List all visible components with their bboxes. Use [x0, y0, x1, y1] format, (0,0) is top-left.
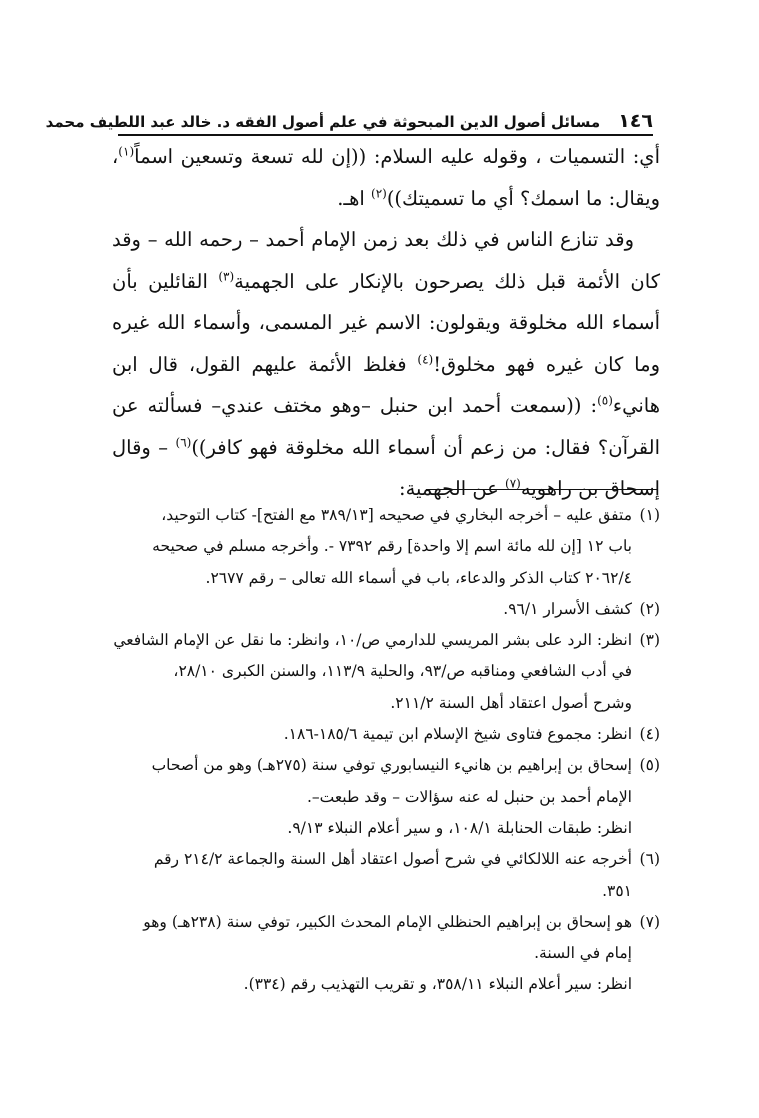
footnote-number: (١) [639, 506, 660, 524]
page-number: ١٤٦ [618, 110, 653, 132]
footnote-line: في أدب الشافعي ومناقبه ص/٩٣، والحلية ١١٣/٩، والسنن الكبرى ٢٨/١٠، [173, 662, 632, 681]
footnote-number: (٤) [639, 725, 660, 744]
footnote-line: انظر: الرد على بشر المريسي للدارمي ص/١٠، وانظر: ما نقل عن الإمام الشافعي [113, 631, 632, 650]
paragraph-1 [112, 136, 660, 219]
paragraph-2-segment-6: عن الجهمية: [399, 477, 505, 500]
footnote-line: الإمام أحمد بن حنبل له عنه سؤالات – وقد طبعت–. [306, 787, 632, 806]
footnote-2 [112, 594, 660, 625]
page-header [45, 110, 653, 132]
footnote-number: (٣) [639, 631, 660, 650]
paragraph-2-segment-5: – وقال إسحاق بن راهويه [112, 435, 660, 500]
footnote-line: وشرح أصول اعتقاد أهل السنة ٢١١/٢. [390, 693, 632, 712]
footnote-text [112, 500, 632, 594]
footnote-text [112, 750, 632, 844]
footnote-ref-7: (٧) [505, 476, 521, 491]
footnote-separator [426, 489, 658, 490]
paragraph-2-segment-4: : ((سمعت أحمد ابن حنبل –وهو مختف عندي– فسألته عن القرآن؟ فقال: من زعم أن أسماء الله مخلوقة فهو كافر)) [112, 394, 660, 459]
footnote-4 [112, 719, 660, 750]
footnote-number: (٦) [639, 850, 660, 869]
footnote-1 [112, 500, 660, 594]
footnote-line: انظر: مجموع فتاوى شيخ الإسلام ابن تيمية ١٨٥/٦-١٨٦. [283, 725, 632, 744]
paragraph-2-segment-2: القائلين بأن أسماء الله مخلوقة ويقولون: الاسم غير المسمى، وأسماء الله غيره وما كان غيره فهو مخلوق! [112, 269, 660, 376]
footnote-text [112, 719, 632, 750]
footnote-line: انظر: سير أعلام النبلاء ٣٥٨/١١، و تقريب التهذيب رقم (٣٣٤). [243, 975, 632, 994]
footnote-text [112, 594, 632, 625]
footnotes [112, 500, 660, 1001]
footnote-3 [112, 625, 660, 719]
paragraph-1-end: اهـ. [337, 186, 371, 210]
main-text [112, 136, 660, 510]
running-title: مسائل أصول الدين المبحوثة في علم أصول الفقه د. خالد عبد اللطيف محمد [45, 113, 601, 131]
footnote-number: (٧) [639, 912, 660, 931]
footnote-line: انظر: طبقات الحنابلة ١٠٨/١، و سير أعلام النبلاء ٩/١٣. [287, 818, 632, 837]
paragraph-1-comma: ، [112, 145, 119, 168]
footnote-line: إسحاق بن إبراهيم بن هانيء النيسابوري توفي سنة (٢٧٥هـ) وهو من أصحاب [151, 756, 632, 775]
footnote-line: ٣٥١. [602, 881, 632, 900]
footnote-text [112, 907, 632, 1001]
paragraph-2 [112, 219, 660, 510]
footnote-ref-6: (٦) [175, 435, 192, 449]
paragraph-2-segment-3: فغلظ الأئمة عليهم القول، قال ابن هانيء [112, 352, 660, 417]
footnote-ref-5: (٥) [597, 393, 613, 408]
footnote-ref-4: (٤) [417, 352, 434, 366]
paragraph-2-segment-1: وقد تنازع الناس في ذلك بعد زمن الإمام أحمد – رحمه الله – وقد كان الأئمة قبل ذلك يصرحون بالإنكار على الجهمية [112, 228, 660, 293]
footnote-line: باب ١٢ [إن لله مائة اسم إلا واحدة] رقم ٧٣٩٢ -. وأخرجه مسلم في صحيحه [152, 537, 632, 556]
footnote-text [112, 844, 632, 907]
footnote-line: هو إسحاق بن إبراهيم الحنظلي الإمام المحدث الكبير، توفي سنة (٢٣٨هـ) وهو [143, 912, 632, 931]
footnote-ref-2: (٢) [371, 186, 387, 200]
footnote-line: إمام في السنة. [534, 944, 632, 963]
footnote-text [112, 625, 632, 719]
paragraph-1-line-2: ويقال: ما اسمك؟ أي ما تسميتك)) [386, 186, 660, 210]
footnote-ref-3: (٣) [218, 269, 235, 283]
footnote-line: متفق عليه – أخرجه البخاري في صحيحه [٣٨٩/١٣ مع الفتح]- كتاب التوحيد، [161, 506, 632, 524]
paragraph-1-line-1: أي: التسميات ، وقوله عليه السلام: ((إن لله تسعة وتسعين اسماً [134, 145, 660, 168]
footnote-6 [112, 844, 660, 907]
footnote-7 [112, 907, 660, 1001]
footnote-line: أخرجه عنه اللالكائي في شرح أصول اعتقاد أهل السنة والجماعة ٢١٤/٢ رقم [153, 850, 632, 869]
footnote-number: (٢) [639, 599, 660, 618]
footnote-number: (٥) [639, 756, 660, 775]
footnote-ref-1: (١) [118, 144, 135, 159]
footnote-5 [112, 750, 660, 844]
footnote-line: ٢٠٦٢/٤ كتاب الذكر والدعاء، باب في أسماء الله تعالى – رقم ٢٦٧٧. [205, 568, 632, 587]
footnote-line: كشف الأسرار ٩٦/١. [503, 599, 632, 618]
